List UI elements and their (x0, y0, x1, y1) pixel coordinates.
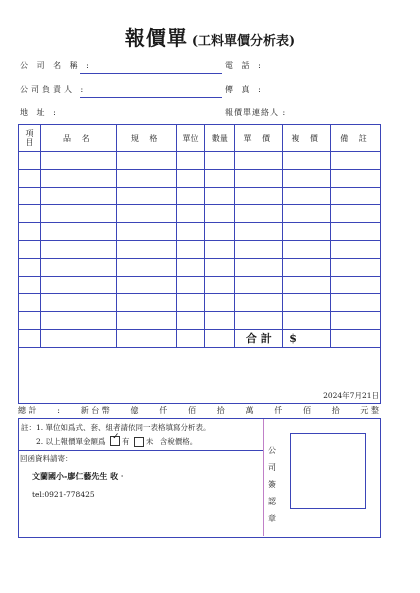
total-line-part: 拾 (216, 406, 225, 415)
tax-excluded-checkbox[interactable] (134, 437, 144, 447)
total-amount-line (18, 403, 379, 418)
table-cell[interactable] (116, 205, 176, 223)
stamp-label-char: 章 (268, 514, 276, 523)
table-cell[interactable] (40, 294, 116, 312)
table-cell[interactable] (176, 187, 205, 205)
table-cell[interactable] (19, 223, 41, 241)
table-cell[interactable] (19, 152, 41, 170)
table-row (19, 223, 381, 241)
stamp-label (266, 442, 278, 527)
table-cell[interactable] (176, 205, 205, 223)
table-cell[interactable] (40, 169, 116, 187)
table-cell[interactable] (176, 240, 205, 258)
table-cell[interactable] (40, 205, 116, 223)
total-line-part: : (57, 406, 60, 415)
table-cell[interactable] (331, 329, 381, 347)
table-cell[interactable] (331, 240, 381, 258)
table-cell[interactable] (116, 187, 176, 205)
table-cell[interactable] (331, 187, 381, 205)
table-cell[interactable] (205, 312, 235, 330)
sum-label: 合 計 (235, 329, 283, 347)
total-line-part: 佰 (188, 406, 197, 415)
sum-currency: $ (289, 331, 297, 345)
col-unit-price: 單 價 (235, 125, 283, 152)
table-cell[interactable] (331, 152, 381, 170)
total-line-part: 元 整 (360, 406, 379, 415)
table-cell[interactable] (283, 240, 331, 258)
table-row (19, 169, 381, 187)
table-cell[interactable] (19, 240, 41, 258)
fax-label: 傳 真 : (225, 85, 264, 94)
table-cell[interactable] (19, 205, 41, 223)
total-line-part: 萬 (245, 406, 254, 415)
phone-label: 電 話 : (225, 61, 264, 70)
total-line-part: 仟 (274, 406, 283, 415)
table-header-row (19, 125, 381, 152)
table-cell[interactable] (116, 152, 176, 170)
table-cell[interactable] (331, 258, 381, 276)
table-cell[interactable] (235, 152, 283, 170)
table-row (19, 294, 381, 312)
table-cell[interactable] (116, 169, 176, 187)
stamp-divider (263, 419, 264, 536)
table-cell[interactable] (176, 223, 205, 241)
total-line-part: 億 (130, 406, 139, 415)
stamp-label-char: 公 (268, 446, 276, 455)
table-cell[interactable] (235, 276, 283, 294)
recipient-tel: tel:0921-778425 (32, 490, 95, 499)
col-qty: 數量 (205, 125, 235, 152)
company-name-field[interactable] (80, 73, 222, 74)
table-cell[interactable] (235, 187, 283, 205)
sum-value[interactable] (283, 329, 331, 347)
table-cell[interactable] (40, 276, 116, 294)
table-cell[interactable] (205, 223, 235, 241)
table-row (19, 258, 381, 276)
sum-row (19, 329, 381, 347)
stamp-label-char: 司 (268, 463, 276, 472)
table-cell[interactable] (40, 312, 116, 330)
table-cell[interactable] (40, 329, 116, 347)
table-cell[interactable] (205, 152, 235, 170)
table-cell[interactable] (19, 276, 41, 294)
table-cell[interactable] (235, 169, 283, 187)
table-cell[interactable] (116, 312, 176, 330)
table-row (19, 240, 381, 258)
note-2 (36, 432, 198, 447)
table-cell[interactable] (176, 152, 205, 170)
stamp-box[interactable] (290, 433, 366, 509)
table-cell[interactable] (331, 205, 381, 223)
table-row (19, 152, 381, 170)
table-cell[interactable] (40, 223, 116, 241)
table-row (19, 276, 381, 294)
address-label: 地 址 : (20, 108, 59, 117)
table-cell[interactable] (205, 240, 235, 258)
table-cell[interactable] (331, 223, 381, 241)
table-cell[interactable] (235, 312, 283, 330)
recipient: 文蘭國小-廖仁藝先生 收‧ (32, 471, 127, 481)
total-line-part: 總 計 (18, 406, 37, 415)
table-cell[interactable] (116, 329, 176, 347)
table-cell[interactable] (283, 276, 331, 294)
table-cell[interactable] (176, 294, 205, 312)
reply-label: 回函資料請寄： (20, 454, 73, 463)
table-cell[interactable] (283, 258, 331, 276)
note-1: 註：1. 單位如爲式、套、組者請依同一表格填寫分析表。 (21, 423, 211, 432)
table-cell[interactable] (331, 294, 381, 312)
table-row (19, 187, 381, 205)
table-cell[interactable] (205, 258, 235, 276)
notes-separator (18, 450, 263, 451)
table-cell[interactable] (40, 258, 116, 276)
table-cell[interactable] (40, 240, 116, 258)
table-cell[interactable] (19, 312, 41, 330)
stamp-label-char: 簽 (268, 480, 276, 489)
table-cell[interactable] (283, 312, 331, 330)
table-cell[interactable] (19, 169, 41, 187)
table-cell[interactable] (283, 223, 331, 241)
table-cell[interactable] (235, 223, 283, 241)
table-cell[interactable] (283, 205, 331, 223)
table-cell[interactable] (19, 187, 41, 205)
table-cell[interactable] (205, 276, 235, 294)
table-cell[interactable] (116, 276, 176, 294)
col-total-price: 複 價 (283, 125, 331, 152)
table-cell[interactable] (116, 258, 176, 276)
table-cell[interactable] (283, 294, 331, 312)
table-cell[interactable] (205, 329, 235, 347)
col-name: 品 名 (40, 125, 116, 152)
total-line-part: 仟 (159, 406, 168, 415)
table-row (19, 312, 381, 330)
table-row (19, 205, 381, 223)
col-remark: 備 註 (331, 125, 381, 152)
table-cell[interactable] (116, 294, 176, 312)
table-cell[interactable] (205, 169, 235, 187)
col-unit: 單位 (176, 125, 205, 152)
table-cell[interactable] (19, 258, 41, 276)
table-cell[interactable] (176, 312, 205, 330)
table-cell[interactable] (235, 294, 283, 312)
col-spec: 規 格 (116, 125, 176, 152)
total-line-part: 佰 (302, 406, 311, 415)
table-cell[interactable] (40, 152, 116, 170)
tax-included-label: 有 (121, 437, 130, 446)
table-cell[interactable] (116, 223, 176, 241)
quote-table (18, 124, 381, 348)
table-cell[interactable] (331, 312, 381, 330)
table-cell[interactable] (116, 240, 176, 258)
company-name-label: 公 司 名 稱 : (20, 61, 92, 70)
tax-included-checkbox[interactable]: ✓ (110, 436, 120, 446)
note-2-tail: 含稅價格。 (159, 437, 198, 446)
table-cell[interactable] (176, 276, 205, 294)
table-cell[interactable] (283, 169, 331, 187)
table-cell[interactable] (283, 187, 331, 205)
table-cell[interactable] (235, 205, 283, 223)
col-item: 項 目 (19, 125, 41, 152)
stamp-label-char: 認 (268, 497, 276, 506)
table-cell[interactable] (176, 169, 205, 187)
owner-field[interactable] (80, 97, 222, 98)
table-cell[interactable] (176, 258, 205, 276)
document-title (0, 22, 420, 51)
table-cell[interactable] (235, 240, 283, 258)
note-2-text: 2. 以上報價單金額爲 (36, 437, 106, 446)
title-sub: (工料單價分析表) (191, 34, 296, 49)
total-line-part: 拾 (331, 406, 340, 415)
table-cell[interactable] (19, 294, 41, 312)
table-cell[interactable] (40, 187, 116, 205)
tax-excluded-label: 未 (145, 437, 154, 446)
title-main: 報價單 (124, 26, 188, 50)
owner-label: 公司負責人 : (20, 85, 87, 94)
total-line-part: 新 台 幣 (80, 406, 110, 415)
table-cell[interactable] (283, 152, 331, 170)
table-cell[interactable] (205, 294, 235, 312)
table-cell[interactable] (205, 205, 235, 223)
table-cell[interactable] (331, 276, 381, 294)
table-cell[interactable] (19, 329, 41, 347)
document-date: 2024年7月21日 (323, 391, 379, 400)
table-cell[interactable] (331, 169, 381, 187)
contact-label: 報價單連絡人 : (225, 108, 287, 117)
table-cell[interactable] (205, 187, 235, 205)
table-cell[interactable] (235, 258, 283, 276)
table-cell[interactable] (176, 329, 205, 347)
